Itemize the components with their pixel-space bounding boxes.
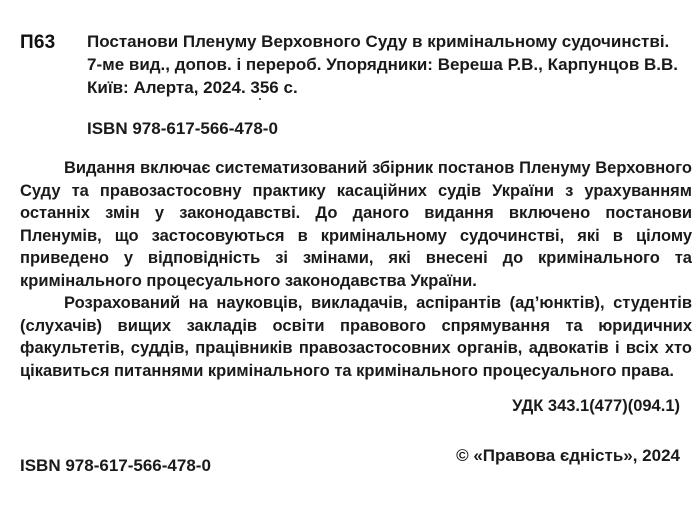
abstract	[20, 157, 692, 382]
bibliographic-record	[87, 30, 692, 99]
bibliographic-imprint-line: Київ: Алерта, 2024. 356 с.	[87, 78, 298, 97]
catalog-index: П63	[20, 32, 56, 53]
copyright-notice: © «Правова єдність», 2024	[456, 446, 680, 465]
abstract-paragraph-contents: Видання включає систематизований збірник постанов Пленуму Верховного Суду та правозастосовну практику касаційних судів України з урахуванням останніх змін у законодавстві. До даного видання включено постанови Пленумів, що застосовуються в кримінальному судочинстві, які в цілому приведено у відповідність зі змінами, які внесені до кримінального та кримінального процесуального законодавства України.	[20, 159, 692, 290]
udc-code: УДК 343.1(477)(094.1)	[512, 397, 680, 415]
abstract-paragraph-audience: Розрахований на науковців, викладачів, аспірантів (ад’юнктів), студентів (слухачів) вищих закладів освіти правового спрямування та юридичних факультетів, суддів, працівників правозастосовних органів, адвокатів і всіх хто цікавиться питаннями кримінального та кримінального процесуального права.	[20, 294, 692, 380]
isbn-bottom: ISBN 978-617-566-478-0	[20, 456, 211, 475]
print-speck	[259, 98, 261, 100]
bibliographic-title-line: Постанови Пленуму Верховного Суду в кримінальному судочинстві.	[87, 32, 670, 51]
isbn-top: ISBN 978-617-566-478-0	[87, 119, 278, 138]
bibliographic-edition-line: 7-ме вид., допов. і перероб. Упорядники: Вереша Р.В., Карпунцов В.В.	[87, 55, 678, 74]
